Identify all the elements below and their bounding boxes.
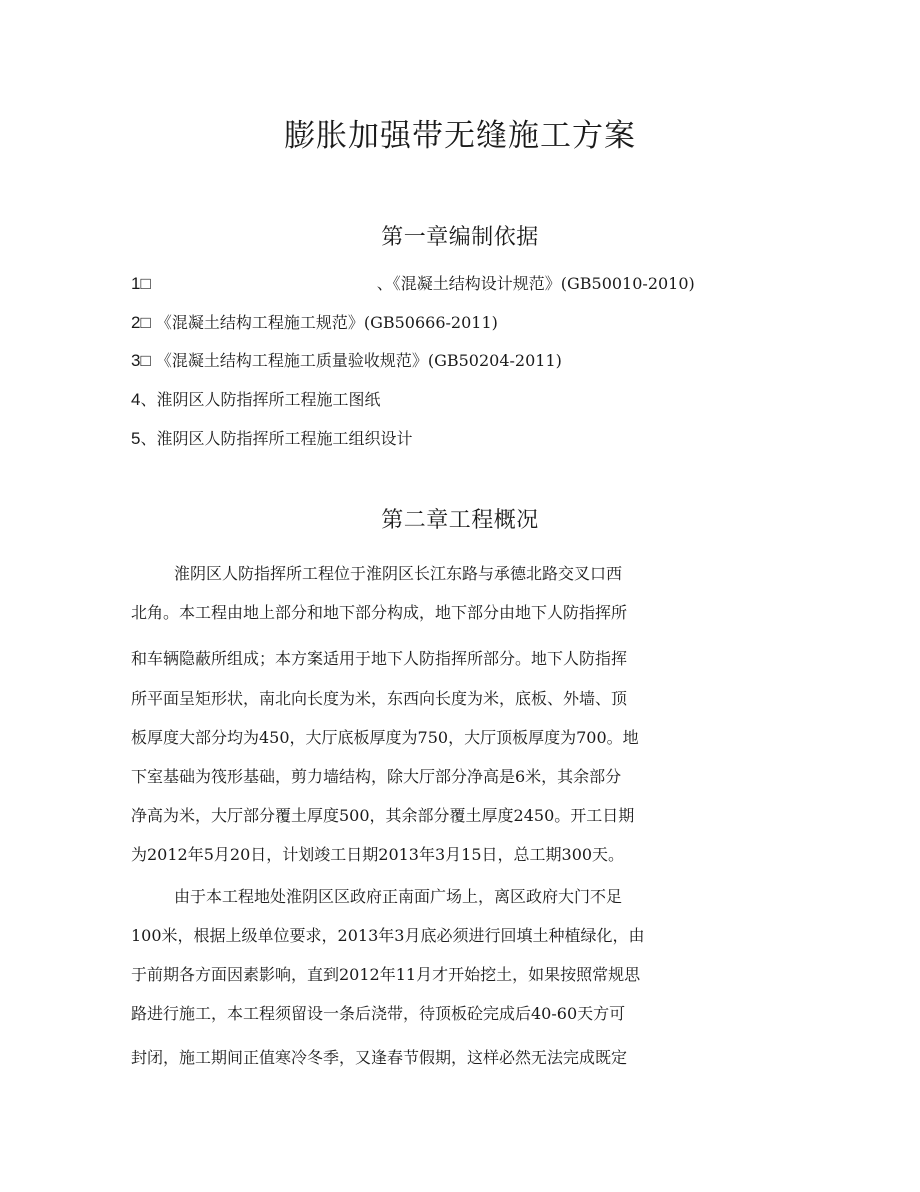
reference-text: 、淮阴区人防指挥所工程施工组织设计 [140,429,413,448]
paragraph-line: 下室基础为筏形基础，剪力墙结构，除大厅部分净高是6米，其余部分 [131,767,622,786]
paragraph-line: 路进行施工，本工程须留设一条后浇带，待顶板砼完成后40-60天方可 [131,1004,626,1023]
paragraph-line: 所平面呈矩形状，南北向长度为米，东西向长度为米，底板、外墙、顶 [131,689,628,708]
reference-number: 4 [131,390,141,409]
reference-text: 、《混凝土结构设计规范》(GB50010-2010) [376,274,695,293]
reference-item-5 [131,427,831,451]
paragraph-line: 100米，根据上级单位要求，2013年3月底必须进行回填土种植绿化，由 [131,926,645,945]
reference-number: 2□ [131,313,151,332]
paragraph-line: 为2012年5月20日，计划竣工日期2013年3月15日，总工期300天。 [131,845,625,864]
document-title: 膨胀加强带无缝施工方案 [284,118,636,154]
chapter-2-heading: 第二章工程概况 [381,508,539,533]
paragraph-line: 和车辆隐蔽所组成；本方案适用于地下人防指挥所部分。地下人防指挥 [131,649,628,668]
reference-text: 《混凝土结构工程施工质量验收规范》(GB50204-2011) [155,351,562,370]
paragraph-line: 由于本工程地处淮阴区区政府正南面广场上，离区政府大门不足 [174,887,623,906]
reference-number: 3□ [131,351,151,370]
chapter-1-heading: 第一章编制依据 [381,225,539,250]
reference-number: 1□ [131,274,151,293]
paragraph-line: 净高为米，大厅部分覆土厚度500，其余部分覆土厚度2450。开工日期 [131,806,635,825]
paragraph-line: 淮阴区人防指挥所工程位于淮阴区长江东路与承德北路交叉口西 [174,564,623,583]
reference-number: 5 [131,429,141,448]
reference-item-4 [131,388,831,412]
reference-text: 、淮阴区人防指挥所工程施工图纸 [140,390,381,409]
paragraph-line: 板厚度大部分均为450，大厅底板厚度为750，大厅顶板厚度为700。地 [131,728,639,747]
reference-text: 《混凝土结构工程施工规范》(GB50666-2011) [155,313,498,332]
reference-item-1 [131,272,831,296]
paragraph-line: 于前期各方面因素影响，直到2012年11月才开始挖土，如果按照常规思 [131,965,641,984]
paragraph-line: 封闭，施工期间正值寒冷冬季，又逢春节假期，这样必然无法完成既定 [131,1048,628,1067]
reference-item-3 [131,349,831,373]
paragraph-line: 北角。本工程由地上部分和地下部分构成，地下部分由地下人防指挥所 [131,603,628,622]
reference-item-2 [131,311,831,335]
